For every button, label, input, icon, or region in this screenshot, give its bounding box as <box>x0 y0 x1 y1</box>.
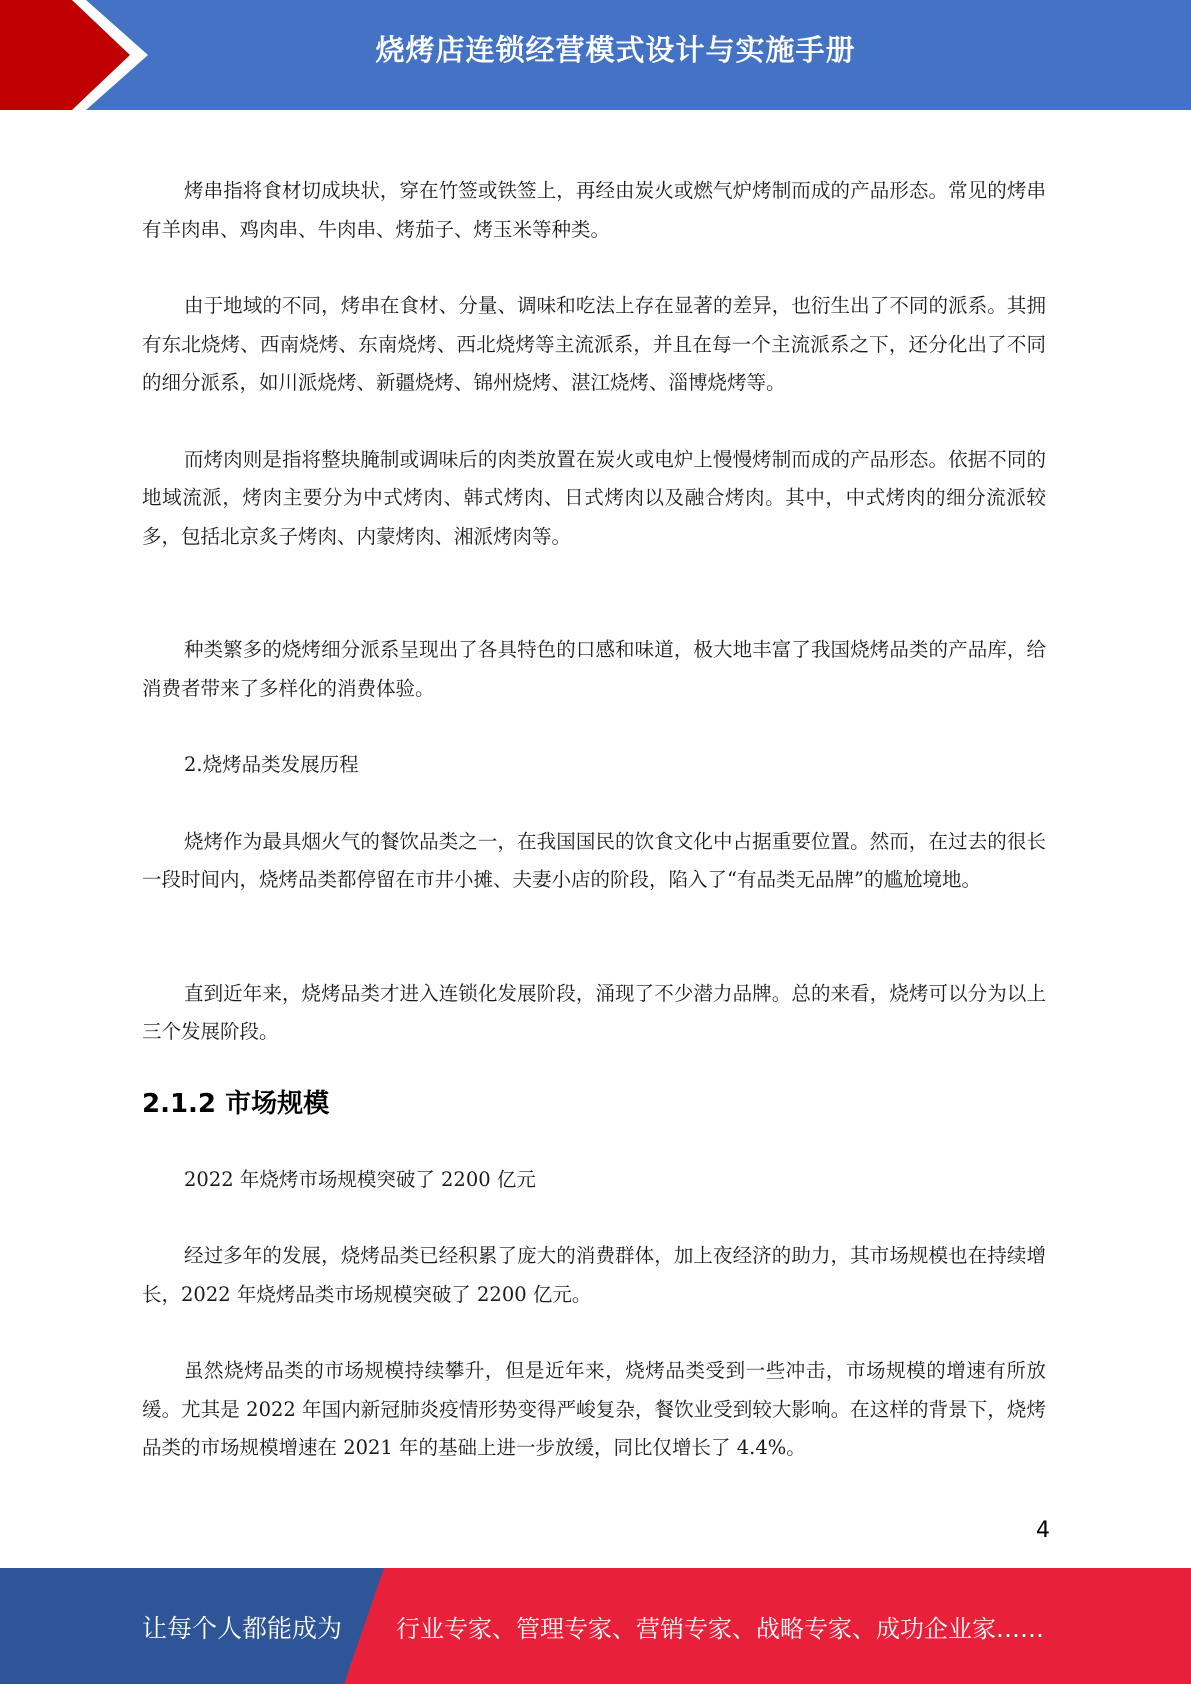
page-header <box>0 0 1191 110</box>
page-content <box>142 172 1046 1468</box>
paragraph: 而烤肉则是指将整块腌制或调味后的肉类放置在炭火或电炉上慢慢烤制而成的产品形态。依据不同的地域流派，烤肉主要分为中式烤肉、韩式烤肉、日式烤肉以及融合烤肉。其中，中式烤肉的细分流派较多，包括北京炙子烤肉、内蒙烤肉、湘派烤肉等。 <box>142 447 1046 548</box>
footer-slogan-left: 让每个人都能成为 <box>142 1614 343 1643</box>
paragraph: 由于地域的不同，烤串在食材、分量、调味和吃法上存在显著的差异，也衍生出了不同的派系。其拥有东北烧烤、西南烧烤、东南烧烤、西北烧烤等主流派系，并且在每一个主流派系之下，还分化出了不同的细分派系，如川派烧烤、新疆烧烤、锦州烧烤、湛江烧烤、淄博烧烤等。 <box>142 294 1046 394</box>
paragraph: 烧烤作为最具烟火气的餐饮品类之一，在我国国民的饮食文化中占据重要位置。然而，在过去的很长一段时间内，烧烤品类都停留在市井小摊、夫妻小店的阶段，陷入了“有品类无品牌”的尴尬境地。 <box>142 829 1046 891</box>
paragraph: 直到近年来，烧烤品类才进入连锁化发展阶段，涌现了不少潜力品牌。总的来看，烧烤可以分为以上三个发展阶段。 <box>142 981 1046 1043</box>
paragraph: 种类繁多的烧烤细分派系呈现出了各具特色的口感和味道，极大地丰富了我国烧烤品类的产品库，给消费者带来了多样化的消费体验。 <box>142 638 1046 700</box>
document-title: 烧烤店连锁经营模式设计与实施手册 <box>375 33 856 67</box>
section-heading: 2.1.2 市场规模 <box>142 1088 330 1119</box>
paragraph: 经过多年的发展，烧烤品类已经积累了庞大的消费群体，加上夜经济的助力，其市场规模也在持续增长，2022 年烧烤品类市场规模突破了 2200 亿元。 <box>142 1244 1046 1306</box>
paragraph: 烤串指将食材切成块状，穿在竹签或铁签上，再经由炭火或燃气炉烤制而成的产品形态。常见的烤串有羊肉串、鸡肉串、牛肉串、烤茄子、烤玉米等种类。 <box>142 179 1046 241</box>
paragraph: 2022 年烧烤市场规模突破了 2200 亿元 <box>184 1167 536 1191</box>
page-number: 4 <box>1036 1518 1050 1543</box>
footer-slogan-right: 行业专家、管理专家、营销专家、战略专家、成功企业家…… <box>396 1615 1044 1643</box>
page-footer <box>0 1568 1191 1684</box>
paragraph: 虽然烧烤品类的市场规模持续攀升，但是近年来，烧烤品类受到一些冲击，市场规模的增速有所放缓。尤其是 2022 年国内新冠肺炎疫情形势变得严峻复杂，餐饮业受到较大影响。在这样的背景下，烧烤品类的市场规模增速在 2021 年的基础上进一步放缓，同比仅增长了 4.4%。 <box>142 1359 1046 1459</box>
section-subtitle: 2.烧烤品类发展历程 <box>184 753 359 776</box>
